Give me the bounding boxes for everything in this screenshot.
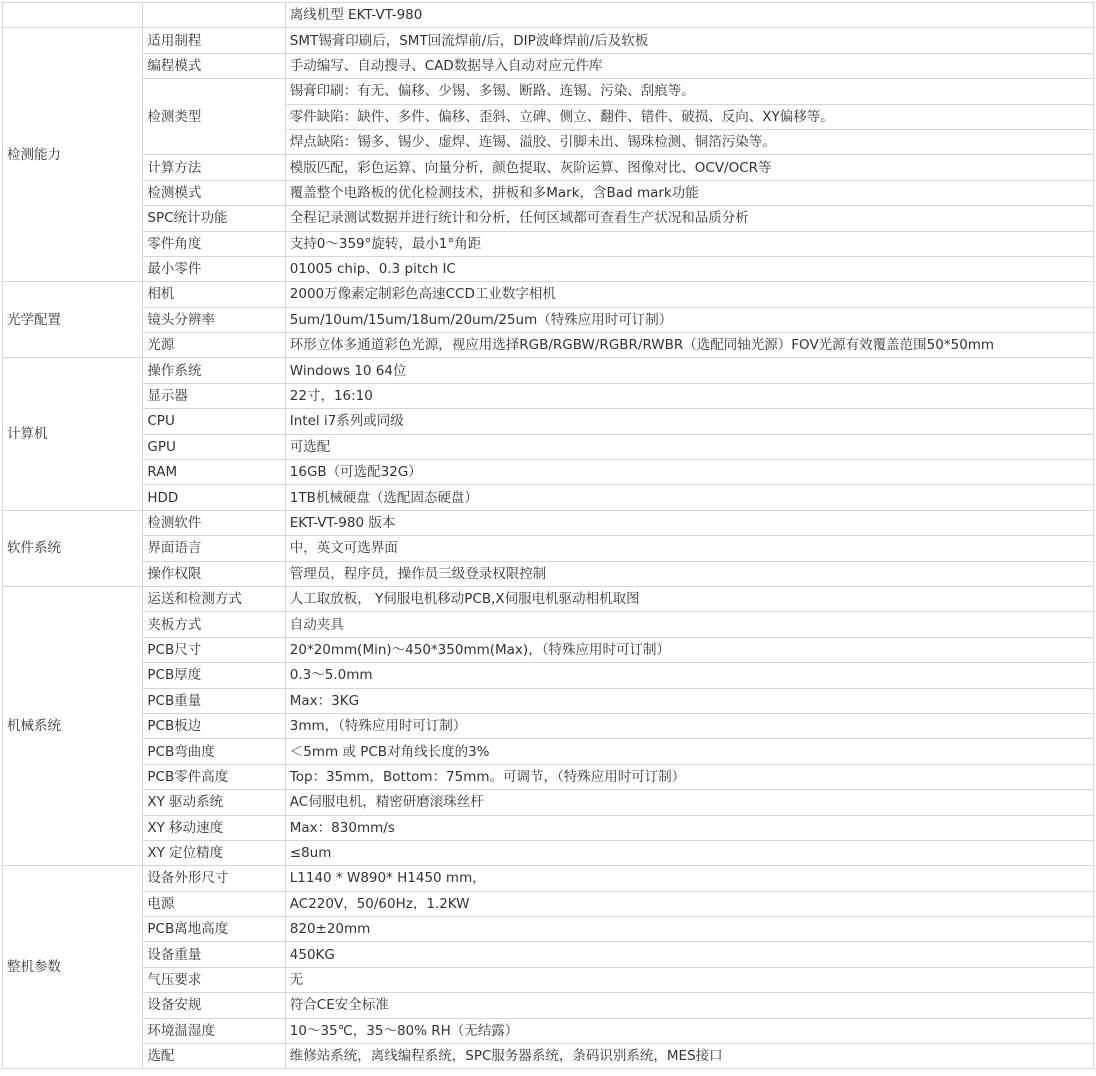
value-cell: 焊点缺陷：锡多、锡少、虚焊、连锡、溢胶、引脚未出、锡珠检测、铜箔污染等。	[285, 129, 1093, 154]
item-cell: 显示器	[143, 383, 285, 408]
value-cell: AC伺服电机，精密研磨滚珠丝杆	[285, 790, 1093, 815]
value-cell: 锡膏印刷：有无、偏移、少锡、多锡、断路、连锡、污染、刮痕等。	[285, 79, 1093, 104]
item-cell: RAM	[143, 460, 285, 485]
category-cell: 软件系统	[3, 510, 143, 586]
value-cell: 10～35℃，35～80% RH（无结露）	[285, 1018, 1093, 1043]
item-cell: 设备外形尺寸	[143, 866, 285, 891]
table-row	[3, 713, 1094, 738]
item-cell: 零件角度	[143, 231, 285, 256]
value-cell: 1TB机械硬盘（选配固态硬盘）	[285, 485, 1093, 510]
table-row	[3, 688, 1094, 713]
value-cell: 中，英文可选界面	[285, 536, 1093, 561]
item-cell: CPU	[143, 409, 285, 434]
category-cell	[3, 3, 143, 28]
item-cell: SPC统计功能	[143, 206, 285, 231]
item-cell: PCB厚度	[143, 663, 285, 688]
item-cell: 环境温湿度	[143, 1018, 285, 1043]
value-cell: 01005 chip、0.3 pitch IC	[285, 256, 1093, 281]
value-cell: 22寸，16:10	[285, 383, 1093, 408]
value-cell: 手动编写、自动搜寻、CAD数据导入自动对应元件库	[285, 53, 1093, 78]
item-cell: 镜头分辨率	[143, 307, 285, 332]
value-cell: 离线机型 EKT-VT-980	[285, 3, 1093, 28]
table-row	[3, 434, 1094, 459]
table-row	[3, 409, 1094, 434]
value-cell: EKT-VT-980 版本	[285, 510, 1093, 535]
table-row	[3, 383, 1094, 408]
table-row	[3, 28, 1094, 53]
item-cell: 夹板方式	[143, 612, 285, 637]
table-row	[3, 942, 1094, 967]
item-cell: 运送和检测方式	[143, 586, 285, 611]
table-row	[3, 485, 1094, 510]
value-cell: AC220V，50/60Hz，1.2KW	[285, 891, 1093, 916]
value-cell: 维修站系统，离线编程系统，SPC服务器系统，条码识别系统，MES接口	[285, 1044, 1093, 1069]
item-cell: PCB重量	[143, 688, 285, 713]
value-cell: 自动夹具	[285, 612, 1093, 637]
value-cell: 可选配	[285, 434, 1093, 459]
value-cell: 人工取放板， Y伺服电机移动PCB,X伺服电机驱动相机取图	[285, 586, 1093, 611]
table-row	[3, 180, 1094, 205]
category-cell: 机械系统	[3, 586, 143, 865]
table-row	[3, 1044, 1094, 1069]
spec-table	[2, 2, 1094, 1069]
table-row	[3, 333, 1094, 358]
item-cell: 计算方法	[143, 155, 285, 180]
table-row	[3, 510, 1094, 535]
table-row	[3, 79, 1094, 104]
value-cell: 符合CE安全标准	[285, 993, 1093, 1018]
table-row	[3, 460, 1094, 485]
value-cell: SMT锡膏印刷后，SMT回流焊前/后，DIP波峰焊前/后及软板	[285, 28, 1093, 53]
value-cell: Intel i7系列或同级	[285, 409, 1093, 434]
item-cell: PCB离地高度	[143, 917, 285, 942]
value-cell: 16GB（可选配32G）	[285, 460, 1093, 485]
value-cell: 20*20mm(Min)～450*350mm(Max)，（特殊应用时可订制）	[285, 637, 1093, 662]
item-cell: HDD	[143, 485, 285, 510]
value-cell: 全程记录测试数据并进行统计和分析，任何区域都可查看生产状况和品质分析	[285, 206, 1093, 231]
value-cell: Top：35mm，Bottom：75mm。可调节，（特殊应用时可订制）	[285, 764, 1093, 789]
item-cell: PCB尺寸	[143, 637, 285, 662]
table-row	[3, 840, 1094, 865]
table-row	[3, 358, 1094, 383]
item-cell: 检测软件	[143, 510, 285, 535]
table-row	[3, 586, 1094, 611]
item-cell: 操作系统	[143, 358, 285, 383]
value-cell: 模版匹配，彩色运算、向量分析，颜色提取、灰阶运算、图像对比、OCV/OCR等	[285, 155, 1093, 180]
table-row	[3, 993, 1094, 1018]
table-row	[3, 561, 1094, 586]
item-cell: 操作权限	[143, 561, 285, 586]
item-cell: XY 定位精度	[143, 840, 285, 865]
value-cell: 覆盖整个电路板的优化检测技术，拼板和多Mark，含Bad mark功能	[285, 180, 1093, 205]
item-cell: PCB板边	[143, 713, 285, 738]
table-row	[3, 282, 1094, 307]
table-row	[3, 3, 1094, 28]
table-row	[3, 231, 1094, 256]
item-cell: 检测类型	[143, 79, 285, 155]
value-cell: 环形立体多通道彩色光源，视应用选择RGB/RGBW/RGBR/RWBR（选配同轴光源）FOV光源有效覆盖范围50*50mm	[285, 333, 1093, 358]
value-cell: 2000万像素定制彩色高速CCD工业数字相机	[285, 282, 1093, 307]
item-cell: 编程模式	[143, 53, 285, 78]
category-cell: 光学配置	[3, 282, 143, 358]
table-row	[3, 967, 1094, 992]
table-row	[3, 663, 1094, 688]
value-cell: ≤8um	[285, 840, 1093, 865]
table-row	[3, 764, 1094, 789]
value-cell: 450KG	[285, 942, 1093, 967]
item-cell	[143, 3, 285, 28]
table-row	[3, 891, 1094, 916]
table-row	[3, 536, 1094, 561]
table-row	[3, 53, 1094, 78]
value-cell: 820±20mm	[285, 917, 1093, 942]
item-cell: 光源	[143, 333, 285, 358]
table-row	[3, 612, 1094, 637]
table-row	[3, 739, 1094, 764]
item-cell: XY 驱动系统	[143, 790, 285, 815]
table-row	[3, 637, 1094, 662]
table-row	[3, 866, 1094, 891]
item-cell: 相机	[143, 282, 285, 307]
value-cell: 0.3～5.0mm	[285, 663, 1093, 688]
value-cell: 零件缺陷：缺件、多件、偏移、歪斜、立碑、侧立、翻件、错件、破损、反向、XY偏移等。	[285, 104, 1093, 129]
table-row	[3, 206, 1094, 231]
value-cell: 管理员，程序员，操作员三级登录权限控制	[285, 561, 1093, 586]
item-cell: 最小零件	[143, 256, 285, 281]
item-cell: 选配	[143, 1044, 285, 1069]
table-row	[3, 307, 1094, 332]
item-cell: GPU	[143, 434, 285, 459]
item-cell: PCB弯曲度	[143, 739, 285, 764]
value-cell: Max：3KG	[285, 688, 1093, 713]
value-cell: ＜5mm 或 PCB对角线长度的3%	[285, 739, 1093, 764]
item-cell: 电源	[143, 891, 285, 916]
value-cell: Max：830mm/s	[285, 815, 1093, 840]
item-cell: 设备重量	[143, 942, 285, 967]
item-cell: 适用制程	[143, 28, 285, 53]
value-cell: Windows 10 64位	[285, 358, 1093, 383]
category-cell: 检测能力	[3, 28, 143, 282]
table-row	[3, 790, 1094, 815]
item-cell: 检测模式	[143, 180, 285, 205]
table-row	[3, 256, 1094, 281]
item-cell: 气压要求	[143, 967, 285, 992]
value-cell: L1140 * W890* H1450 mm，	[285, 866, 1093, 891]
category-cell: 整机参数	[3, 866, 143, 1069]
value-cell: 无	[285, 967, 1093, 992]
table-row	[3, 917, 1094, 942]
item-cell: XY 移动速度	[143, 815, 285, 840]
value-cell: 3mm，（特殊应用时可订制）	[285, 713, 1093, 738]
table-row	[3, 815, 1094, 840]
item-cell: 界面语言	[143, 536, 285, 561]
item-cell: 设备安规	[143, 993, 285, 1018]
table-row	[3, 155, 1094, 180]
category-cell: 计算机	[3, 358, 143, 510]
value-cell: 支持0～359°旋转，最小1°角距	[285, 231, 1093, 256]
value-cell: 5um/10um/15um/18um/20um/25um（特殊应用时可订制）	[285, 307, 1093, 332]
table-row	[3, 1018, 1094, 1043]
item-cell: PCB零件高度	[143, 764, 285, 789]
spec-table-body	[3, 3, 1094, 1069]
